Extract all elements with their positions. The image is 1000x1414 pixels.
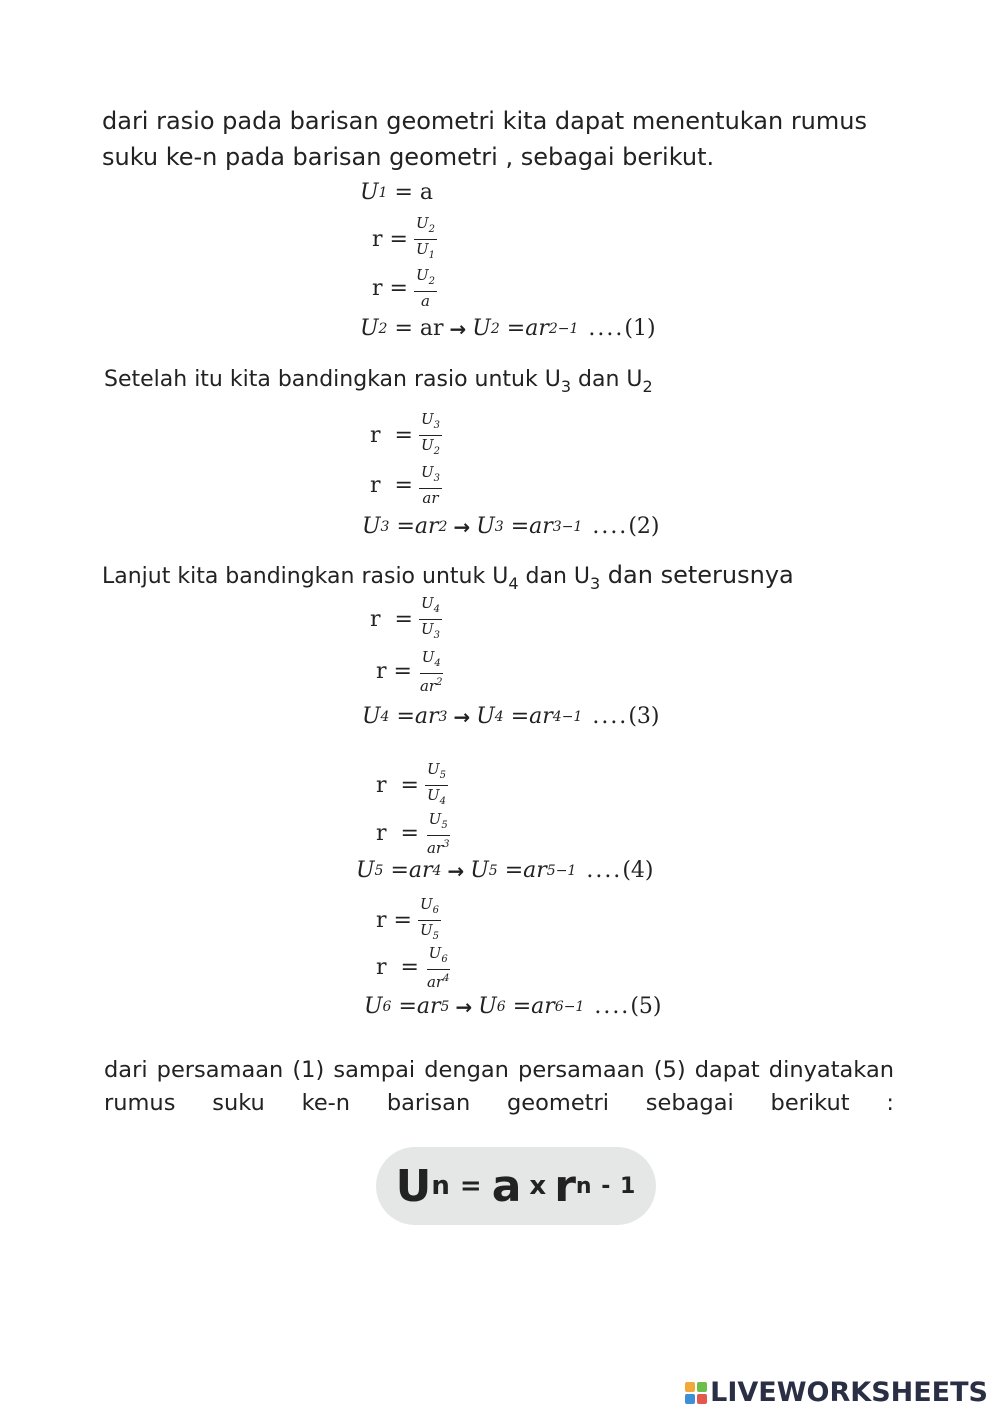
step2-paragraph xyxy=(104,362,653,405)
equation-u6: U 6 = ar 5 → U 6 = ar 6−1 .... (5) xyxy=(364,994,662,1019)
equation-r-u5-over-u4: r = $\frac{U_5}{U_4}$ xyxy=(376,760,446,807)
formula-exponent: n - 1 xyxy=(575,1173,637,1199)
logo-square-4 xyxy=(697,1394,707,1404)
step2-text-a: Setelah itu kita bandingkan rasio untuk U xyxy=(104,367,561,392)
equation-u4: U 4 = ar 3 → U 4 = ar 4−1 .... (3) xyxy=(362,704,660,729)
equation-u1: U 1 = a xyxy=(360,180,434,205)
logo-square-2 xyxy=(697,1382,707,1392)
equation-u5: U 5 = ar 4 → U 5 = ar 5−1 .... (4) xyxy=(356,858,654,883)
equation-label-5: (5) xyxy=(630,994,662,1019)
formula-times: x xyxy=(529,1171,547,1201)
equation-r-u5-over-ar3: r = $\frac{U_5}{ar^3}$ xyxy=(376,810,450,857)
formula-a: a xyxy=(491,1160,522,1212)
logo-square-1 xyxy=(685,1382,695,1392)
step3-sub-b: 3 xyxy=(589,574,601,593)
equation-r-u2-over-a: r = $\frac{U_2}{a}$ xyxy=(372,266,435,310)
formula-sub-n: n xyxy=(431,1171,450,1201)
step2-text-b: dan U xyxy=(571,367,643,392)
equation-r-u6-over-u5: r = $\frac{U_6}{U_5}$ xyxy=(376,895,439,942)
conclusion-line-1: dari persamaan (1) sampai dengan persamaan (5) dapat dinyatakan xyxy=(104,1057,894,1083)
step3-sub-a: 4 xyxy=(508,574,519,593)
liveworksheets-brand[interactable] xyxy=(685,1377,988,1408)
step3-text-b: dan U xyxy=(518,564,590,589)
equation-label-3: (3) xyxy=(628,704,660,729)
general-formula-box xyxy=(376,1147,656,1225)
equation-r-u3-over-ar: r = $\frac{U_3}{ar}$ xyxy=(370,463,440,507)
conclusion-line-2: rumus suku ke-n barisan geometri sebagai berikut : xyxy=(104,1090,894,1116)
equation-label-2: (2) xyxy=(628,514,660,539)
intro-paragraph xyxy=(102,103,867,175)
step3-paragraph xyxy=(102,557,794,602)
equation-u2: U 2 = ar → U 2 = ar 2−1 .... (1) xyxy=(360,316,656,341)
equation-label-4: (4) xyxy=(622,858,654,883)
logo-square-3 xyxy=(685,1394,695,1404)
formula-u: U xyxy=(395,1160,432,1212)
equation-r-u6-over-ar4: r = $\frac{U_6}{ar^4}$ xyxy=(376,944,450,991)
step2-sub-a: 3 xyxy=(560,377,571,396)
liveworksheets-logo-icon xyxy=(685,1382,707,1404)
step2-sub-b: 2 xyxy=(642,377,653,396)
step3-text-c: dan seterusnya xyxy=(600,561,794,589)
intro-line-2: suku ke-n pada barisan geometri , sebagai berikut. xyxy=(102,143,715,171)
equation-r-u4-over-u3: r = $\frac{U_4}{U_3}$ xyxy=(370,594,440,641)
formula-equals: = xyxy=(459,1171,482,1201)
equation-r-u3-over-u2: r = $\frac{U_3}{U_2}$ xyxy=(370,410,440,457)
equation-label-1: (1) xyxy=(624,316,656,341)
conclusion-paragraph xyxy=(104,1054,894,1120)
equation-r-u4-over-ar2: r = $\frac{U_4}{ar^2}$ xyxy=(376,648,443,695)
intro-line-1: dari rasio pada barisan geometri kita dapat menentukan rumus xyxy=(102,107,867,135)
brand-name: LIVEWORKSHEETS xyxy=(710,1377,988,1408)
equation-u3: U 3 = ar 2 → U 3 = ar 3−1 .... (2) xyxy=(362,514,660,539)
step3-text-a: Lanjut kita bandingkan rasio untuk U xyxy=(102,564,509,589)
formula-r: r xyxy=(554,1160,576,1212)
equation-r-u2-over-u1: r = $\frac{U_2}{U_1}$ xyxy=(372,214,435,261)
